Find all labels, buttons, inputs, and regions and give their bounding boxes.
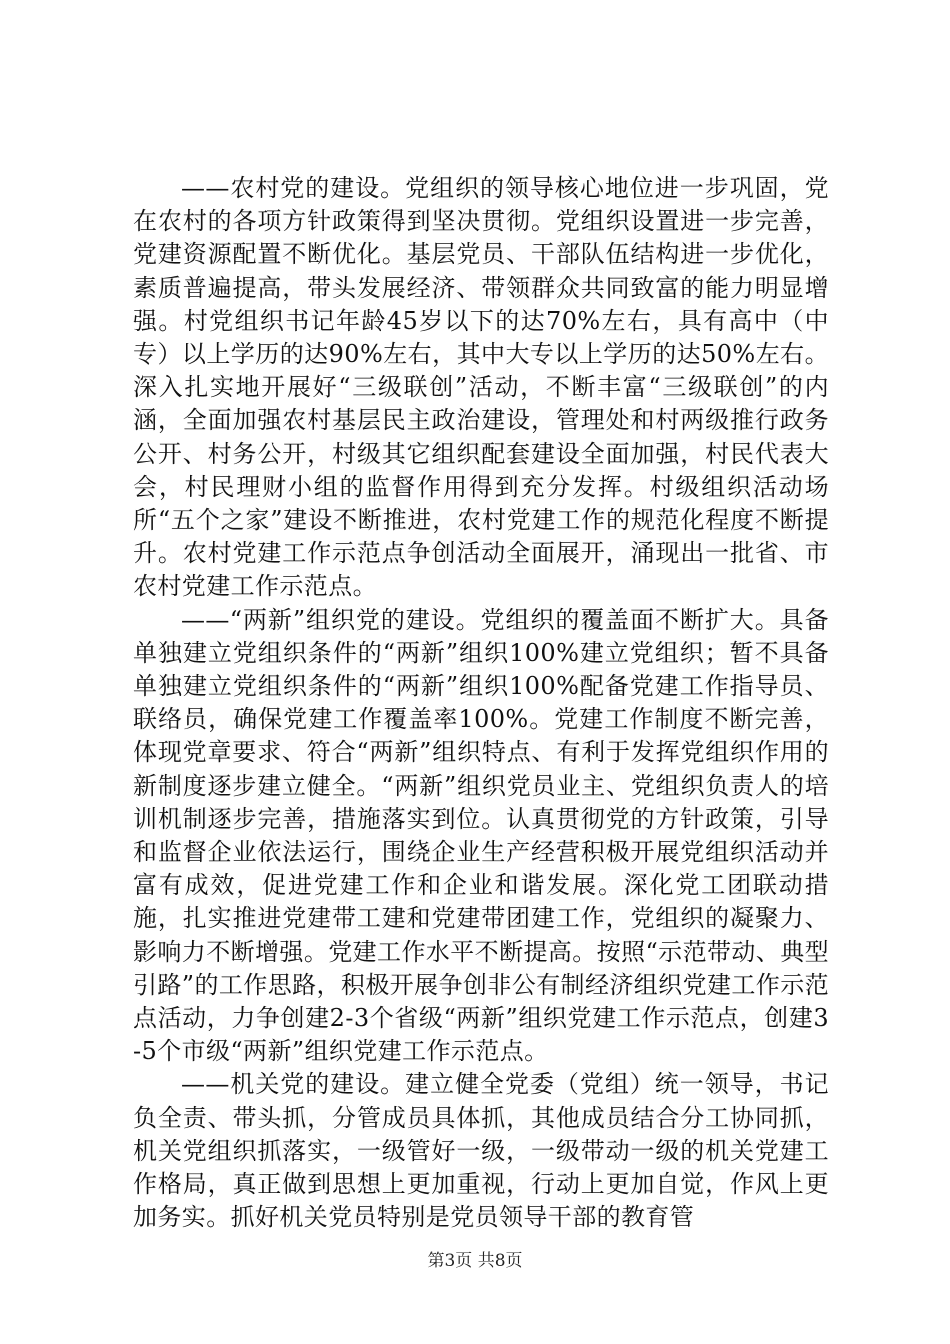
document-body bbox=[133, 172, 829, 1235]
paragraph-two-new-organizations: ——“两新”组织党的建设。党组织的覆盖面不断扩大。具备单独建立党组织条件的“两新”组织100%建立党组织；暂不具备单独建立党组织条件的“两新”组织100%配备党建工作指导员、联络员，确保党建工作覆盖率100%。党建工作制度不断完善，体现党章要求、符合“两新”组织特点、有利于发挥党组织作用的新制度逐步建立健全。“两新”组织党员业主、党组织负责人的培训机制逐步完善，措施落实到位。认真贯彻党的方针政策，引导和监督企业依法运行，围绕企业生产经营积极开展党组织活动并富有成效，促进党建工作和企业和谐发展。深化党工团联动措施，扎实推进党建带工建和党建带团建工作，党组织的凝聚力、影响力不断增强。党建工作水平不断提高。按照“示范带动、典型引路”的工作思路，积极开展争创非公有制经济组织党建工作示范点活动，力争创建2-3个省级“两新”组织党建工作示范点，创建3-5个市级“两新”组织党建工作示范点。 bbox=[133, 605, 829, 1066]
page-number-footer: 第3页 共8页 bbox=[427, 1251, 523, 1271]
paragraph-government-organs: ——机关党的建设。建立健全党委（党组）统一领导，书记负全责、带头抓，分管成员具体抓，其他成员结合分工协同抓，机关党组织抓落实，一级管好一级，一级带动一级的机关党建工作格局，真正做到思想上更加重视，行动上更加自觉，作风上更加务实。抓好机关党员特别是党员领导干部的教育管 bbox=[133, 1070, 829, 1232]
paragraph-rural-party-building: ——农村党的建设。党组织的领导核心地位进一步巩固，党在农村的各项方针政策得到坚决贯彻。党组织设置进一步完善，党建资源配置不断优化。基层党员、干部队伍结构进一步优化，素质普遍提高，带头发展经济、带领群众共同致富的能力明显增强。村党组织书记年龄45岁以下的达70%左右，具有高中（中专）以上学历的达90%左右，其中大专以上学历的达50%左右。深入扎实地开展好“三级联创”活动，不断丰富“三级联创”的内涵，全面加强农村基层民主政治建设，管理处和村两级推行政务公开、村务公开，村级其它组织配套建设全面加强，村民代表大会，村民理财小组的监督作用得到充分发挥。村级组织活动场所“五个之家”建设不断推进，农村党建工作的规范化程度不断提升。农村党建工作示范点争创活动全面展开，涌现出一批省、市农村党建工作示范点。 bbox=[133, 174, 829, 601]
